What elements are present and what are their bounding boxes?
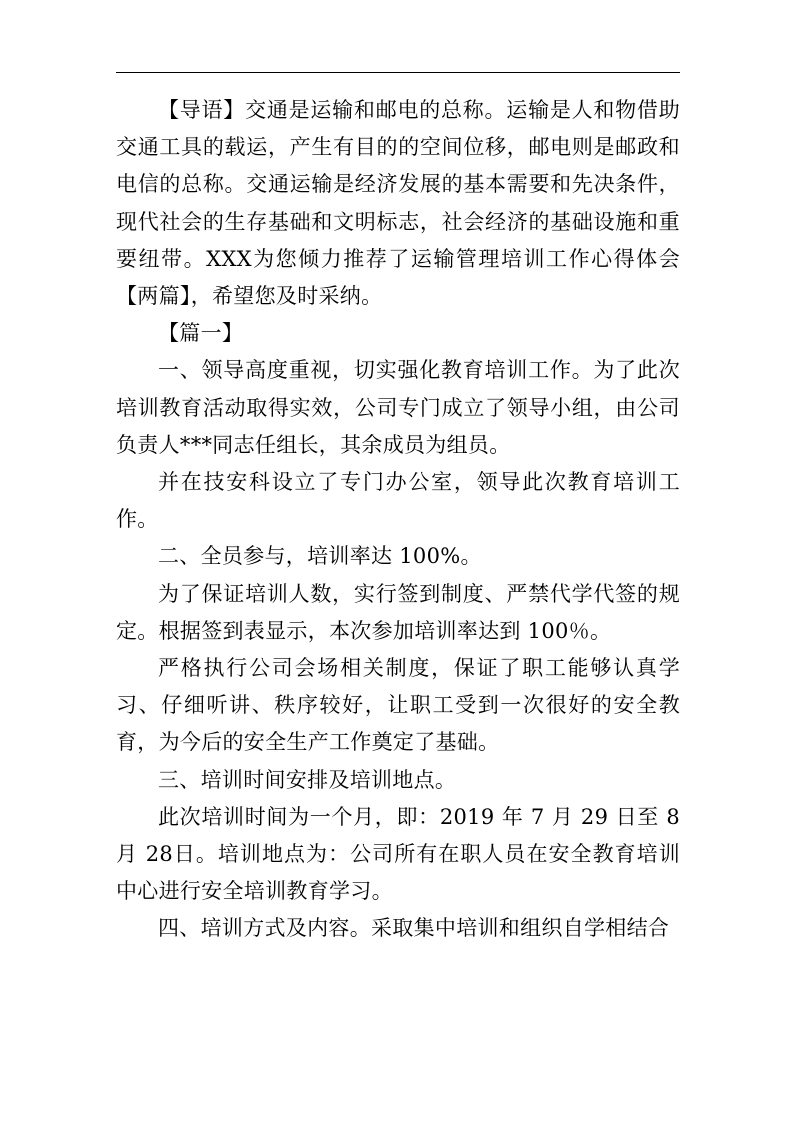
header-rule	[116, 72, 680, 73]
document-body	[116, 92, 680, 948]
paragraph-attendance: 为了保证培训人数，实行签到制度、严禁代学代签的规定。根据签到表显示，本次参加培训率达到 100％。	[116, 581, 680, 643]
paragraph-point-2: 二、全员参与，培训率达 100%。	[158, 544, 482, 569]
paragraph-office: 并在技安科设立了专门办公室，领导此次教育培训工作。	[116, 470, 680, 532]
paragraph-point-4: 四、培训方式及内容。采取集中培训和组织自学相结合	[158, 916, 670, 941]
paragraph-intro: 【导语】交通是运输和邮电的总称。运输是人和物借助交通工具的载运，产生有目的的空间位移，邮电则是邮政和电信的总称。交通运输是经济发展的基本需要和先决条件，现代社会的生存基础和文明标志，社会经济的基础设施和重要纽带。XXX为您倾力推荐了运输管理培训工作心得体会【两篇】，希望您及时采纳。	[116, 98, 680, 309]
paragraph-point-3: 三、培训时间安排及培训地点。	[158, 767, 457, 792]
paragraph-schedule: 此次培训时间为一个月，即：2019 年 7 月 29 日至 8 月 28日。培训地点为：公司所有在职人员在安全教育培训中心进行安全培训教育学习。	[116, 804, 680, 904]
paragraph-point-1: 一、领导高度重视，切实强化教育培训工作。为了此次培训教育活动取得实效，公司专门成立了领导小组，由公司负责人***同志任组长，其余成员为组员。	[116, 358, 680, 457]
paragraph-discipline: 严格执行公司会场相关制度，保证了职工能够认真学习、仔细听讲、秩序较好，让职工受到一次很好的安全教育，为今后的安全生产工作奠定了基础。	[116, 656, 680, 755]
paragraph-section-heading: 【篇一】	[158, 321, 244, 346]
